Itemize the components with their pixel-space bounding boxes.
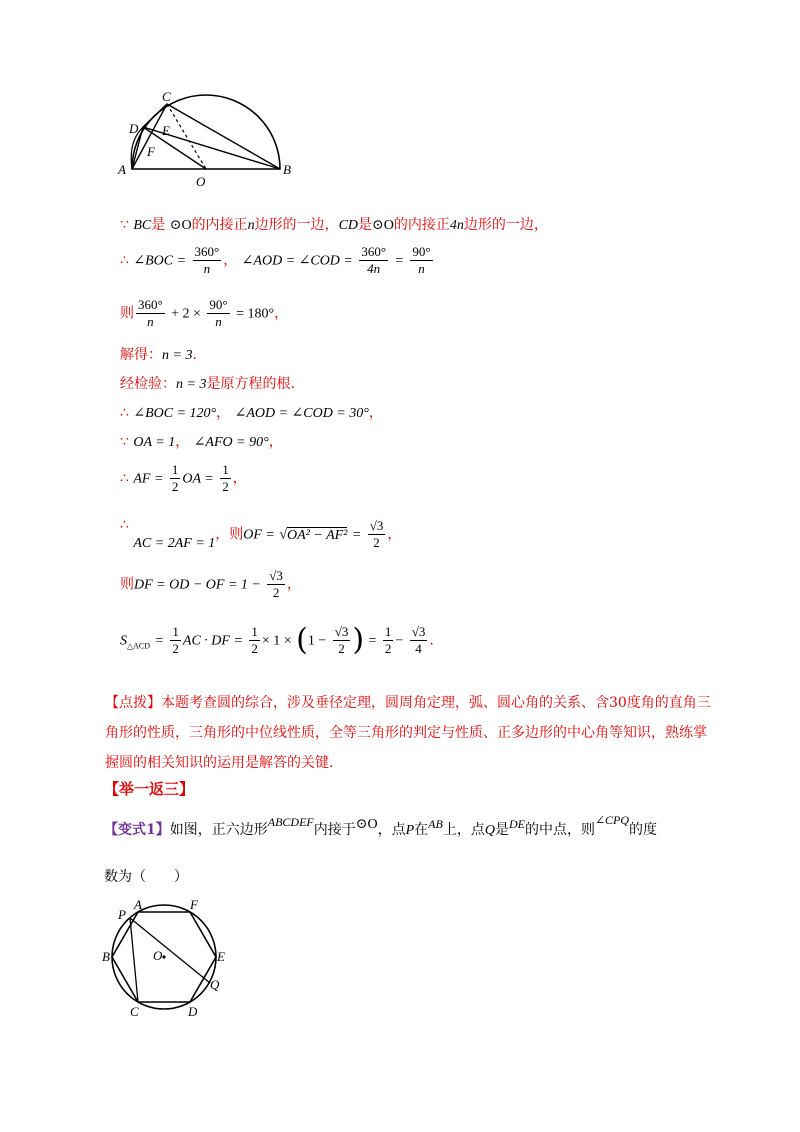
text: 是 [494, 822, 509, 838]
solution-line-8 [120, 462, 247, 495]
variant-label: 【变式1】 [104, 822, 170, 838]
therefore-symbol: ∴ [120, 470, 129, 487]
text: 的中点，则 [524, 822, 595, 838]
text: 如图，正六边形 [169, 822, 268, 838]
expr: × 1 × [261, 633, 292, 649]
expr: OA = [182, 471, 214, 487]
subscript: △ACD [127, 641, 151, 651]
denominator: 2 [373, 535, 380, 550]
expr: OA = 1 [133, 435, 176, 450]
denominator: 2 [338, 641, 345, 656]
expr: AF = [133, 471, 164, 487]
circle-o: ⊙O [372, 218, 394, 233]
expr: AC = 2AF = 1 [133, 535, 216, 551]
solution-line-3 [120, 297, 288, 330]
text: 上，点 [442, 822, 485, 838]
end: ， [268, 434, 283, 450]
segment-cd: CD [338, 218, 359, 233]
label: 解得： [120, 347, 162, 363]
then-word: 则 [120, 576, 134, 593]
eq: = [368, 633, 377, 649]
end: ， [387, 526, 402, 543]
end: ， [286, 576, 301, 593]
therefore-symbol: ∴ [120, 252, 129, 269]
fig2-label-o: O [153, 948, 163, 963]
arc-ab: AB [428, 817, 443, 831]
expr: ∠AFO = 90° [193, 435, 269, 450]
text: 在 [414, 822, 429, 838]
variant-question [104, 812, 714, 849]
tip-text: 本题考查圆的综合，涉及垂径定理，圆周角定理，弧、圆心角的关系、含30度角的直角三角形的性质，三角形的中位线性质，全等三角形的判定与性质、正多边形的中心角等知识，熟练掌握圆的相关知识的运用是解答的关键. [105, 695, 711, 771]
numerator: 360° [138, 297, 163, 312]
sep: ， [223, 252, 238, 269]
fig1-label-e: E [162, 123, 170, 138]
text: 内接于 [313, 822, 356, 838]
text: 的度 [629, 822, 658, 838]
denominator: n [418, 261, 425, 276]
numerator: 360° [361, 244, 387, 259]
numerator: √3 [369, 518, 384, 533]
radicand: OA² − AF² [287, 527, 348, 543]
expr: ∠AOD = ∠COD = 30° [234, 406, 369, 421]
equation: n = 3 [176, 377, 207, 392]
variant-question-line2: 数为（ ） [104, 869, 188, 885]
denominator: 2 [251, 641, 258, 656]
equation: n = 3 [162, 348, 193, 363]
denominator: 2 [172, 641, 179, 656]
fig1-label-f: F [147, 144, 155, 159]
segment-bc: BC [133, 218, 152, 233]
fig2-label-q: Q [210, 977, 220, 992]
numerator: √3 [269, 568, 283, 583]
sep: ， [175, 434, 190, 450]
solution-line-2 [120, 244, 435, 277]
denominator: 2 [222, 479, 229, 494]
figure-hexagon-diagram [100, 895, 240, 1020]
fig2-label-b: B [102, 949, 110, 964]
fig2-label-a: A [134, 897, 142, 912]
end: ， [232, 470, 247, 487]
fraction [136, 297, 165, 330]
expr: DF = OD − OF = 1 − [134, 577, 261, 593]
eq: = [351, 527, 362, 543]
solution-line-7 [120, 431, 283, 454]
numerator: 1 [222, 462, 229, 477]
area-symbol: S [120, 633, 127, 649]
denominator: 2 [171, 479, 179, 494]
fraction [267, 568, 285, 601]
fraction [249, 624, 260, 657]
fraction [207, 297, 229, 330]
denominator: 2 [272, 585, 280, 600]
fraction [193, 244, 222, 277]
solution-line-11 [120, 624, 434, 657]
text: 是 [151, 217, 166, 233]
eq: = [394, 253, 404, 269]
solution-line-1 [120, 214, 548, 237]
sqrt-sign: √ [279, 527, 288, 543]
denominator: 4 [415, 641, 422, 656]
point-q: Q [484, 823, 495, 838]
since-symbol: ∵ [120, 217, 129, 233]
text: 是 [358, 217, 373, 233]
denominator: n [203, 261, 211, 276]
end: ， [368, 405, 383, 421]
fraction [220, 462, 231, 495]
text: 边形的一边， [254, 217, 339, 233]
end: ， [274, 305, 289, 322]
numerator: √3 [334, 624, 349, 639]
fig1-label-a: A [118, 162, 126, 177]
expr: ∠AOD = ∠COD = [241, 253, 353, 269]
fig2-label-f: F [190, 897, 198, 912]
fraction [383, 624, 394, 657]
then-word: ，则 [215, 526, 244, 543]
fig1-label-d: D [129, 121, 139, 136]
solution-line-4 [120, 344, 197, 367]
therefore-symbol: ∴ [120, 405, 129, 421]
then-word: 则 [120, 305, 134, 322]
text: 边形的一边， [463, 217, 548, 233]
point-p: P [405, 823, 415, 838]
denominator: n [147, 314, 154, 329]
circle-o: ⊙O [169, 218, 192, 233]
eq: = [154, 633, 164, 649]
solution-line-9 [120, 518, 401, 551]
numerator: 360° [194, 244, 220, 259]
numerator: √3 [411, 624, 426, 639]
numerator: 1 [172, 624, 179, 639]
text: ，点 [377, 822, 406, 838]
hexagon-name: ABCDEF [267, 815, 314, 829]
text: 是原方程的根. [206, 376, 295, 392]
var-n: n [247, 218, 255, 233]
fig2-label-p: P [118, 907, 126, 922]
fig2-label-e: E [217, 949, 225, 964]
expr: = 180° [236, 306, 275, 322]
fraction [359, 244, 388, 277]
denominator: 4n [367, 261, 381, 276]
var-4n: 4n [449, 218, 464, 233]
numerator: 1 [171, 462, 179, 477]
paren-close: ) [352, 622, 365, 658]
text: 的内接正 [393, 217, 450, 233]
fraction [170, 624, 181, 657]
solution-line-10 [120, 568, 301, 601]
numerator: 1 [251, 624, 258, 639]
expr: + 2 × [171, 306, 201, 322]
fig2-label-d: D [188, 1004, 198, 1019]
fraction [368, 518, 386, 551]
tip-paragraph [105, 688, 715, 778]
fig2-label-c: C [130, 1004, 139, 1019]
fraction [170, 462, 181, 495]
end: . [192, 347, 197, 363]
numerator: 1 [384, 624, 392, 639]
end: . [429, 632, 434, 649]
solution-line-6 [120, 402, 383, 425]
denominator: 2 [384, 641, 392, 656]
expr: ∠BOC = 120° [133, 406, 217, 421]
fig1-label-c: C [162, 90, 171, 104]
numerator: 90° [412, 244, 431, 259]
expr: OF = [243, 527, 275, 543]
fraction [410, 244, 432, 277]
expr: AC · DF = [182, 633, 243, 649]
numerator: 90° [209, 297, 228, 312]
expr: 1 − [307, 633, 327, 649]
arc-de: DE [508, 817, 525, 831]
figure-semicircle-diagram [110, 90, 300, 190]
tip-label: 【点拨】 [105, 695, 161, 711]
expr: ∠BOC = [133, 253, 187, 269]
denominator: n [215, 314, 222, 329]
therefore-symbol: ∴ [120, 516, 129, 533]
fig1-label-o: O [196, 174, 206, 189]
circle-o: ⊙O [355, 817, 378, 832]
minus: − [395, 633, 404, 649]
angle-cpq: ∠CPQ [594, 813, 630, 827]
sep: ， [216, 405, 231, 421]
since-symbol: ∵ [120, 434, 129, 450]
fraction [410, 624, 428, 657]
paren-open: ( [296, 622, 308, 658]
section-heading: 【举一返三】 [104, 780, 195, 798]
fig1-label-b: B [283, 162, 291, 177]
text: 的内接正 [191, 217, 248, 233]
solution-line-5 [120, 373, 295, 396]
label: 经检验： [120, 376, 176, 392]
fraction [333, 624, 351, 657]
